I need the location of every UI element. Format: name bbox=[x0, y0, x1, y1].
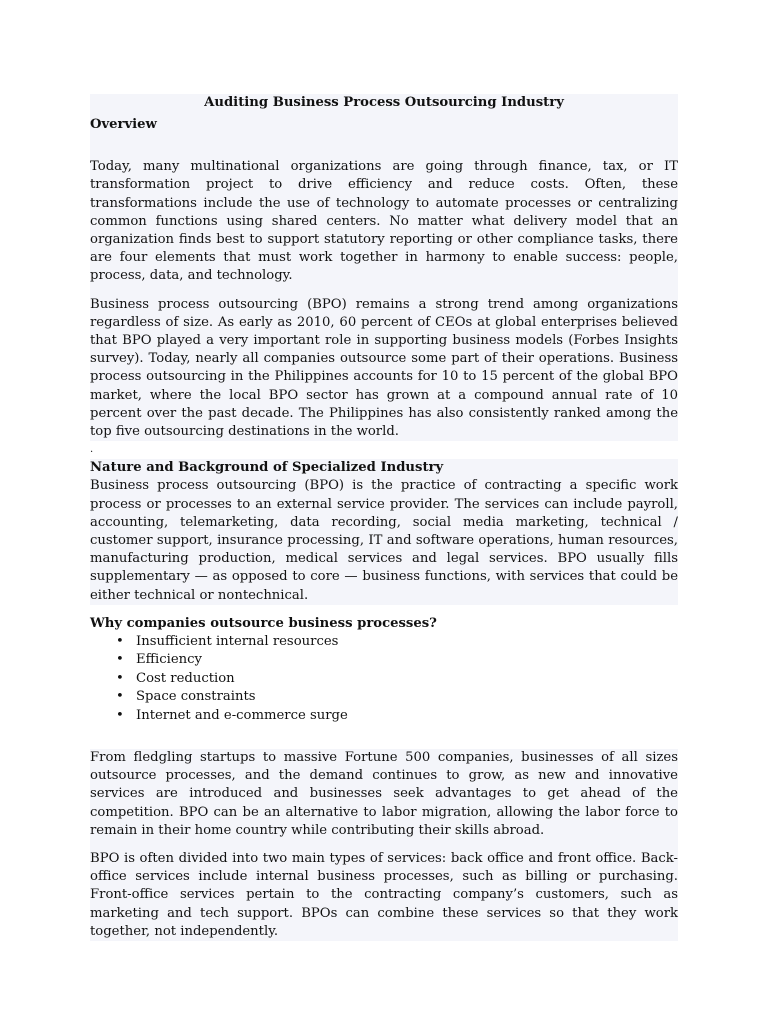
highlighted-section-1 bbox=[90, 94, 678, 441]
reasons-list bbox=[90, 633, 678, 725]
highlighted-section-3 bbox=[90, 749, 678, 941]
bullet-icon: • bbox=[116, 634, 124, 650]
list-item-label: Internet and e-commerce surge bbox=[136, 707, 348, 723]
overview-paragraph-1: Today, many multinational organizations are going through finance, tax, or IT transformation project to drive efficiency and reduce costs. Often, these transformations include the use of technology to automate processes or centralizing common functions using shared centers. No matter what delivery model that an organization finds best to support statutory reporting or other compliance tasks, there are four elements that must work together in harmony to enable success: people, process, data, and technology. bbox=[90, 159, 678, 284]
bullet-icon: • bbox=[116, 689, 124, 705]
list-item-label: Insufficient internal resources bbox=[136, 634, 339, 650]
nature-paragraph: Business process outsourcing (BPO) is the practice of contracting a specific work process or processes to an external service provider. The services can include payroll, accounting, telemarketing, data recording, social media marketing, technical / customer support, insurance processing, IT and software operations, human resources, manufacturing production, medical services and legal services. BPO usually fills supplementary — as opposed to core — business functions, with services that could be either technical or nontechnical. bbox=[90, 478, 678, 603]
why-heading: Why companies outsource business processes? bbox=[90, 615, 437, 631]
overview-heading: Overview bbox=[90, 117, 157, 132]
list-item bbox=[116, 633, 678, 651]
list-item bbox=[116, 651, 678, 669]
bullet-icon: • bbox=[116, 652, 124, 668]
list-item bbox=[116, 670, 678, 688]
list-item-label: Space constraints bbox=[136, 689, 256, 705]
stray-mark: . bbox=[90, 444, 94, 456]
list-item-label: Cost reduction bbox=[136, 670, 235, 686]
list-item-label: Efficiency bbox=[136, 652, 202, 668]
bullet-icon: • bbox=[116, 707, 124, 723]
spacer bbox=[90, 286, 678, 296]
spacer bbox=[90, 605, 678, 615]
list-item bbox=[116, 688, 678, 706]
list-item bbox=[116, 707, 678, 725]
spacer bbox=[90, 725, 678, 749]
closing-paragraph-1: From fledgling startups to massive Fortune 500 companies, businesses of all sizes outsource processes, and the demand continues to grow, as new and innovative services are introduced and businesses seek advantages to get ahead of the competition. BPO can be an alternative to labor migration, allowing the labor force to remain in their home country while contributing their skills abroad. bbox=[90, 750, 678, 838]
spacer bbox=[90, 134, 678, 158]
highlighted-section-2 bbox=[90, 459, 678, 605]
bullet-icon: • bbox=[116, 670, 124, 686]
closing-paragraph-2: BPO is often divided into two main types of services: back office and front office. Back-office services include internal business processes, such as billing or purchasing. Front-office services pertain to the contracting company’s customers, such as marketing and tech support. BPOs can combine these services so that they work together, not independently. bbox=[90, 851, 678, 939]
spacer bbox=[90, 840, 678, 850]
overview-paragraph-2: Business process outsourcing (BPO) remains a strong trend among organizations regardless of size. As early as 2010, 60 percent of CEOs at global enterprises believed that BPO played a very important role in supporting business models (Forbes Insights survey). Today, nearly all companies outsource some part of their operations. Business process outsourcing in the Philippines accounts for 10 to 15 percent of the global BPO market, where the local BPO sector has grown at a compound annual rate of 10 percent over the past decade. The Philippines has also consistently ranked among the top five outsourcing destinations in the world. bbox=[90, 296, 678, 440]
nature-heading: Nature and Background of Specialized Industry bbox=[90, 460, 444, 476]
document-page bbox=[90, 94, 678, 941]
document-title: Auditing Business Process Outsourcing Industry bbox=[204, 95, 564, 110]
